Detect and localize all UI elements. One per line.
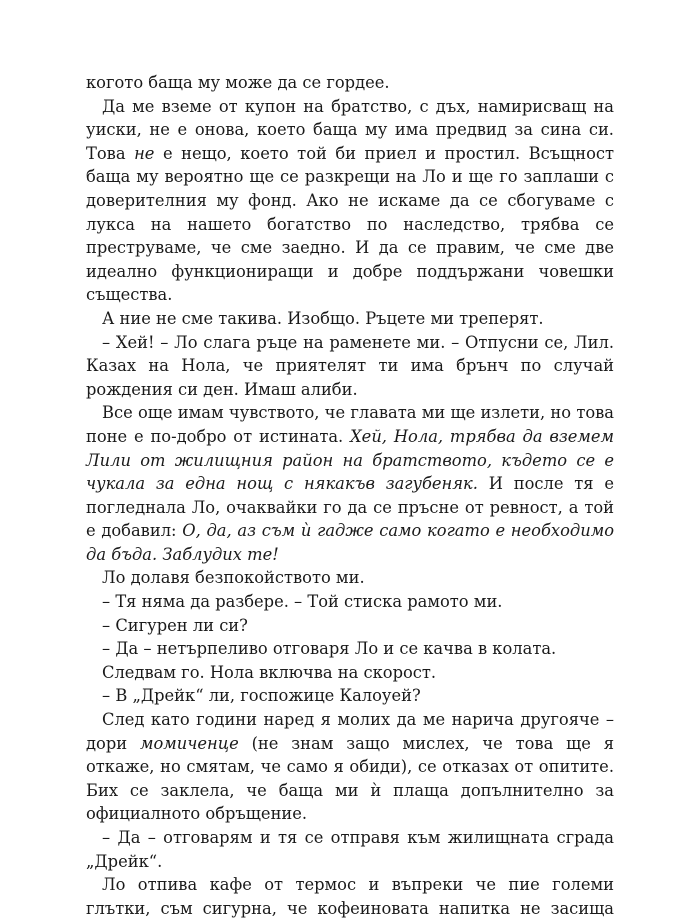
text-run: Ло отпива кафе от термос и въпреки че пие големи глътки, съм сигурна, че кофеиновата напитка не засища — [86, 875, 614, 918]
paragraph — [86, 95, 614, 307]
text-run: – Тя няма да разбере. – Той стиска рамото ми. — [102, 592, 503, 612]
text-run: – Сигурен ли си? — [102, 615, 248, 635]
paragraph — [86, 684, 614, 708]
paragraph — [86, 614, 614, 638]
text-run: Ло долавя безпокойството ми. — [102, 568, 365, 588]
text-run: Следвам го. Нола включва на скорост. — [102, 662, 437, 682]
text-run: – В „Дрейк“ ли, госпожице Калоуей? — [102, 686, 421, 706]
text-run: Все още имам чувството, че главата ми ще излети, но това поне е по-добро от истината. — [86, 403, 614, 446]
text-run: Да ме вземе от купон на братство, с дъх, намирисващ на уиски, не е онова, което баща му има предвид за сина си. Това — [86, 96, 614, 163]
text-run: (не знам защо мислех, че това ще я откаже, но смятам, че само я обиди), се отказах от опитите. Бих се заклела, че баща ми ѝ плаща допълнително за официалното обръщение. — [86, 733, 615, 824]
italic-text: Хей, Нола, трябва да вземем Лили от жилищния район на братството, където се е чукала за една нощ с някакъв загубеняк. — [86, 426, 615, 494]
paragraph — [86, 826, 614, 873]
italic-text: О, да, аз съм ѝ гадже само когато е необходимо да бъда. Заблудих те! — [86, 521, 614, 564]
text-run: А ние не сме такива. Изобщо. Ръцете ми треперят. — [102, 308, 544, 328]
paragraph — [86, 71, 614, 95]
paragraph — [86, 661, 614, 685]
text-run: – Да – нетърпеливо отговаря Ло и се качва в колата. — [102, 639, 557, 659]
italic-text: не — [134, 143, 155, 163]
italic-text: момиченце — [139, 733, 239, 753]
text-run: когото баща му може да се гордее. — [86, 73, 390, 92]
text-run: И после тя е погледнала Ло, очаквайки го да се пръсне от ревност, а той е добавил: — [86, 474, 614, 541]
book-page-text — [86, 71, 614, 920]
text-run: е нещо, което той би приел и простил. Всъщност баща му вероятно ще се разкрещи на Ло и ще го заплаши с доверителния му фонд. Ако не искаме да се сбогуваме с лукса на нашето богатство по наследство, трябва се преструваме, че сме заедно. И да се правим, че сме две идеално функциониращи и добре поддържани човешки същества. — [86, 143, 614, 305]
text-run: След като години наред я молих да ме нарича другояче – дори — [86, 710, 614, 753]
paragraph — [86, 590, 614, 614]
paragraph — [86, 873, 614, 920]
paragraph — [86, 566, 614, 590]
paragraph — [86, 637, 614, 661]
paragraph — [86, 708, 614, 826]
paragraph — [86, 331, 614, 402]
text-run: – Хей! – Ло слага ръце на раменете ми. – Отпусни се, Лил. Казах на Нола, че приятелят ти има брънч по случай рождения си ден. Имаш алиби. — [86, 332, 614, 399]
paragraph — [86, 307, 614, 331]
text-run: – Да – отговарям и тя се отправя към жилищната сграда „Дрейк“. — [86, 828, 614, 871]
paragraph — [86, 401, 614, 566]
